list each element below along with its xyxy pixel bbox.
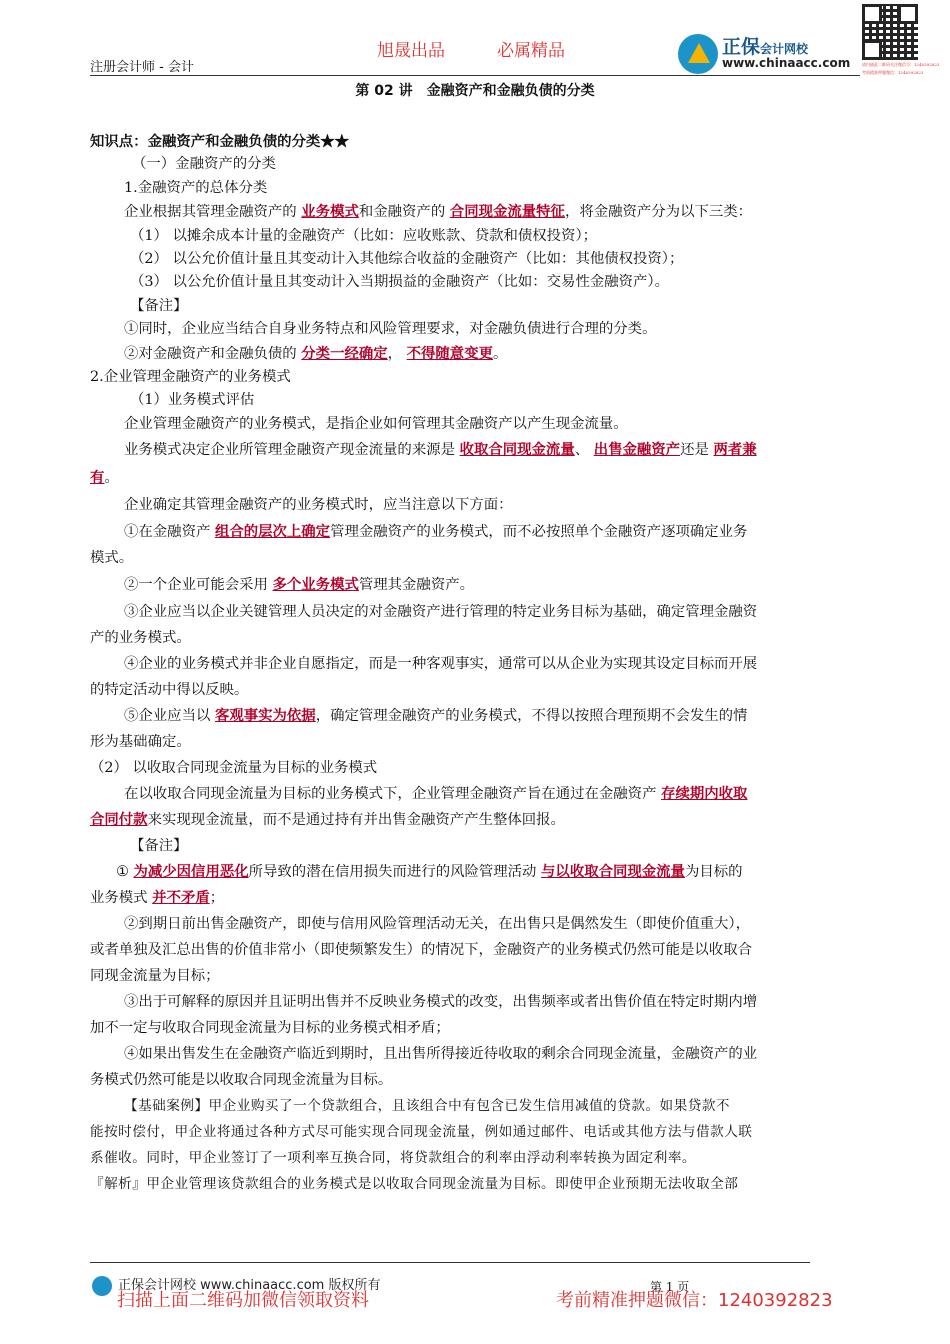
highlight: 组合的层次上确定	[214, 523, 331, 541]
note-item: ① 为减少因信用恶化所导致的潜在信用损失而进行的风险管理活动 与以收取合同现金流量为目标的 业务模式 并不矛盾；	[90, 863, 743, 907]
list-item: ①在金融资产 组合的层次上确定管理金融资产的业务模式，而不必按照单个金融资产逐项确定业务 模式。	[90, 523, 748, 567]
highlight: 分类一经确定	[301, 344, 388, 362]
paragraph: 企业确定其管理金融资产的业务模式时，应当注意以下方面：	[124, 497, 513, 514]
chinaacc-logo[interactable]	[678, 32, 858, 74]
highlight: 多个业务模式	[272, 576, 359, 594]
paragraph: 业务模式决定企业所管理金融资产现金流量的来源是 收取合同现金流量、 出售金融资产还是 两者兼 有。	[90, 441, 757, 487]
qr-code[interactable]	[862, 4, 940, 82]
paragraph: 企业根据其管理金融资产的 业务模式和金融资产的 合同现金流量特征，将金融资产分为以下三类：	[124, 203, 753, 221]
slogan-1: 旭晟出品	[377, 41, 445, 61]
document-body	[90, 130, 862, 1197]
promo-right: 考前精准押题微信：1240392823	[556, 1290, 833, 1311]
highlight: 合同现金流量特征	[449, 203, 565, 221]
logo-name: 正保	[722, 36, 761, 58]
highlight: 出售金融资产	[593, 441, 681, 459]
highlight: 两者兼	[713, 441, 757, 459]
footer-rule	[90, 1262, 810, 1263]
note-label: 【备注】	[130, 838, 188, 855]
page-number: 第 1 页	[650, 1280, 690, 1294]
case-line: 能按时偿付，甲企业将通过各种方式尽可能实现合同现金流量，例如通过邮件、电话或其他方法与借款人联	[90, 1124, 753, 1141]
section-2-2-heading: （2） 以收取合同现金流量为目标的业务模式	[90, 760, 378, 777]
case-analysis: 『解析』甲企业管理该贷款组合的业务模式是以收取合同现金流量为目标。即使甲企业预期无法收取全部	[90, 1176, 739, 1193]
section-2-heading: 2.企业管理金融资产的业务模式	[90, 369, 291, 386]
highlight: 为减少因信用恶化	[133, 863, 249, 881]
highlight: 业务模式	[301, 203, 359, 221]
highlight: 收取合同现金流量	[459, 441, 575, 459]
qr-note-2: 考前精准押题微信：1240392823	[862, 70, 924, 75]
highlight: 存续期内收取	[661, 785, 748, 803]
list-item: （3） 以公允价值计量且其变动计入当期损益的金融资产（比如：交易性金融资产）。	[130, 274, 669, 291]
basic-case	[90, 1093, 862, 1197]
note-item: ②到期日前出售金融资产，即使与信用风险管理活动无关，在出售只是偶然发生（即使价值重大）， 或者单独及汇总出售的价值非常小（即使频繁发生）的情况下，金融资产的业务模式仍然可能是以收取合 同现金流量为目标；	[90, 916, 752, 985]
slogan-2: 必属精品	[497, 41, 565, 61]
list-item: ③企业应当以企业关键管理人员决定的对金融资产进行管理的特定业务目标为基础，确定管理金融资 产的业务模式。	[90, 604, 758, 647]
highlight: 有	[90, 469, 105, 487]
logo-url: www.chinaacc.com	[722, 56, 851, 70]
logo-icon	[678, 34, 718, 74]
qr-note-1: 请扫描此二维码关注微信号：1240392823	[862, 62, 940, 67]
footer-logo-icon	[92, 1276, 112, 1296]
note-item: ③出于可解释的原因并且证明出售并不反映业务模式的改变，出售频率或者出售价值在特定时期内增 加不一定与收取合同现金流量为目标的业务模式相矛盾；	[90, 994, 758, 1037]
highlight: 并不矛盾	[152, 889, 210, 907]
case-line: 【基础案例】甲企业购买了一个贷款组合，且该组合中有包含已发生信用减值的贷款。如果贷款不	[124, 1098, 731, 1115]
list-item: ④企业的业务模式并非企业自愿指定，而是一种客观事实，通常可以从企业为实现其设定目标而开展 的特定活动中得以反映。	[90, 656, 758, 699]
highlight: 与以收取合同现金流量	[541, 863, 685, 881]
list-item: （1） 以摊余成本计量的金融资产（比如：应收账款、贷款和债权投资）；	[130, 227, 598, 244]
list-item: ⑤企业应当以 客观事实为依据，确定管理金融资产的业务模式，不得以按照合理预期不会发生的情 形为基础确定。	[90, 707, 748, 751]
paragraph: 企业管理金融资产的业务模式，是指企业如何管理其金融资产以产生现金流量。	[124, 415, 628, 432]
knowledge-heading: 知识点：金融资产和金融负债的分类★★	[90, 133, 350, 150]
note-item: ②对金融资产和金融负债的 分类一经确定， 不得随意变更。	[124, 344, 508, 362]
list-item: （2） 以公允价值计量且其变动计入其他综合收益的金融资产（比如：其他债权投资）；	[130, 251, 684, 268]
logo-sub: 会计网校	[760, 42, 809, 56]
case-line: 系催收。同时，甲企业签订了一项利率互换合同，将贷款组合的利率由浮动利率转换为固定利率。	[90, 1150, 697, 1167]
header-rule	[90, 75, 860, 76]
qr-code-icon	[862, 4, 918, 60]
section-1-heading: （一）金融资产的分类	[132, 156, 276, 173]
section-2-1-heading: （1）业务模式评估	[130, 392, 255, 409]
note-item: ①同时，企业应当结合自身业务特点和风险管理要求，对金融负债进行合理的分类。	[124, 321, 657, 338]
note-item: ④如果出售发生在金融资产临近到期时，且出售所得接近待收取的剩余合同现金流量，金融资产的业 务模式仍然可能是以收取合同现金流量为目标。	[90, 1046, 758, 1089]
promo-left: 扫描上面二维码加微信领取资料	[117, 1290, 369, 1311]
paragraph: 在以收取合同现金流量为目标的业务模式下，企业管理金融资产旨在通过在金融资产 存续期内收取 合同付款来实现现金流量，而不是通过持有并出售金融资产产生整体回报。	[90, 785, 748, 829]
list-item: ②一个企业可能会采用 多个业务模式管理其金融资产。	[124, 576, 474, 594]
highlight: 客观事实为依据	[214, 707, 316, 725]
footer-copyright: 正保会计网校 www.chinaacc.com 版权所有	[92, 1274, 380, 1296]
note-label: 【备注】	[130, 297, 188, 314]
section-1-1-heading: 1.金融资产的总体分类	[124, 179, 268, 196]
course-name: 注册会计师 - 会计	[90, 60, 194, 75]
highlight: 合同付款	[90, 811, 148, 829]
highlight: 不得随意变更	[406, 344, 493, 362]
page-title: 第 02 讲 金融资产和金融负债的分类	[355, 83, 595, 99]
